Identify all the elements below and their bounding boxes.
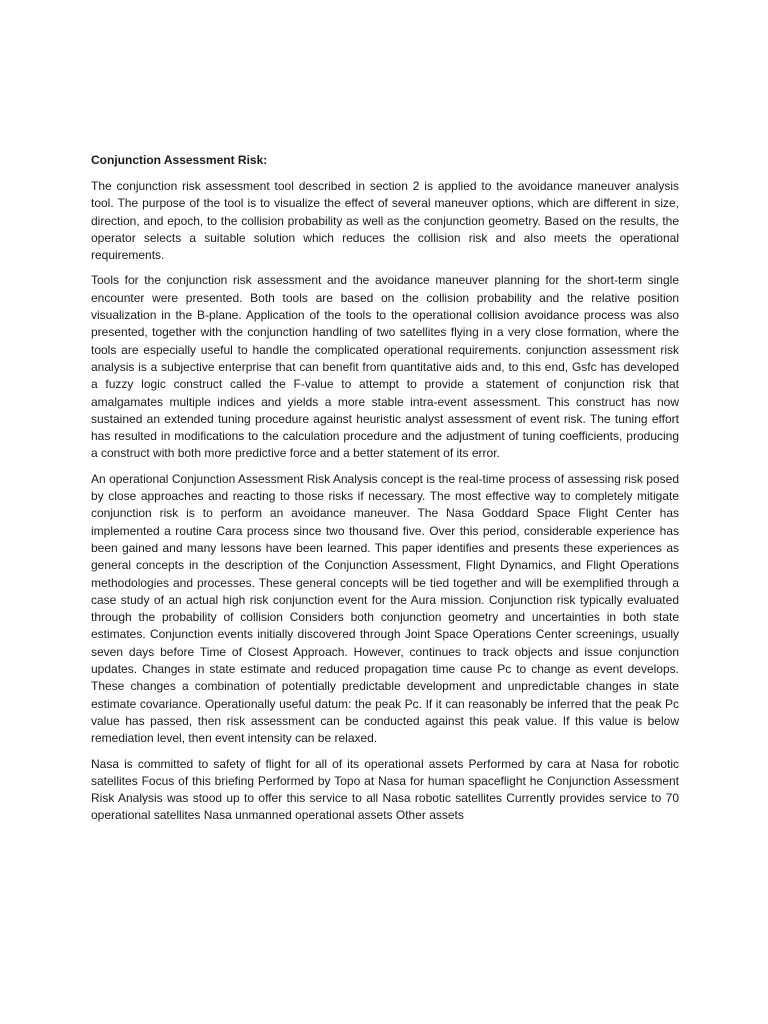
- paragraph-3: An operational Conjunction Assessment Risk Analysis concept is the real-time process of assessing risk posed by close approaches and reacting to those risks if necessary. The most effective way to completely mitigate conjunction risk is to perform an avoidance maneuver. The Nasa Goddard Space Flight Center has implemented a routine Cara process since two thousand five. Over this period, considerable experience has been gained and many lessons have been learned. This paper identifies and presents these experiences as general concepts in the description of the Conjunction Assessment, Flight Dynamics, and Flight Operations methodologies and processes. These general concepts will be tied together and will be exemplified through a case study of an actual high risk conjunction event for the Aura mission. Conjunction risk typically evaluated through the probability of collision Considers both conjunction geometry and uncertainties in both state estimates. Conjunction events initially discovered through Joint Space Operations Center screenings, usually seven days before Time of Closest Approach. However, continues to track objects and issue conjunction updates. Changes in state estimate and reduced propagation time cause Pc to change as event develops. These changes a combination of potentially predictable development and unpredictable changes in state estimate covariance. Operationally useful datum: the peak Pc. If it can reasonably be inferred that the peak Pc value has passed, then risk assessment can be conducted against this peak value. If this value is below remediation level, then event intensity can be relaxed.: [91, 471, 679, 746]
- paragraph-2: Tools for the conjunction risk assessment and the avoidance maneuver planning for the short-term single encounter were presented. Both tools are based on the collision probability and the relative position visualization in the B-plane. Application of the tools to the operational collision avoidance process was also presented, together with the conjunction handling of two satellites flying in a very close formation, where the tools are especially useful to handle the complicated operational requirements. conjunction assessment risk analysis is a subjective enterprise that can benefit from quantitative aids and, to this end, Gsfc has developed a fuzzy logic construct called the F-value to attempt to provide a statement of conjunction risk that amalgamates multiple indices and yields a more stable intra-event assessment. This construct has now sustained an extended tuning procedure against heuristic analyst assessment of event risk. The tuning effort has resulted in modifications to the calculation procedure and the adjustment of tuning coefficients, producing a construct with both more predictive force and a better statement of its error.: [91, 273, 679, 461]
- document-title: Conjunction Assessment Risk:: [91, 153, 268, 167]
- paragraph-4: Nasa is committed to safety of flight for all of its operational assets Performed by cara at Nasa for robotic satellites Focus of this briefing Performed by Topo at Nasa for human spaceflight he Conjunction Assessment Risk Analysis was stood up to offer this service to all Nasa robotic satellites Currently provides service to 70 operational satellites Nasa unmanned operational assets Other assets: [91, 756, 679, 823]
- paragraph-1: The conjunction risk assessment tool described in section 2 is applied to the avoidance maneuver analysis tool. The purpose of the tool is to visualize the effect of several maneuver options, which are different in size, direction, and epoch, to the collision probability as well as the conjunction geometry. Based on the results, the operator selects a suitable solution which reduces the collision risk and also meets the operational requirements.: [91, 179, 679, 263]
